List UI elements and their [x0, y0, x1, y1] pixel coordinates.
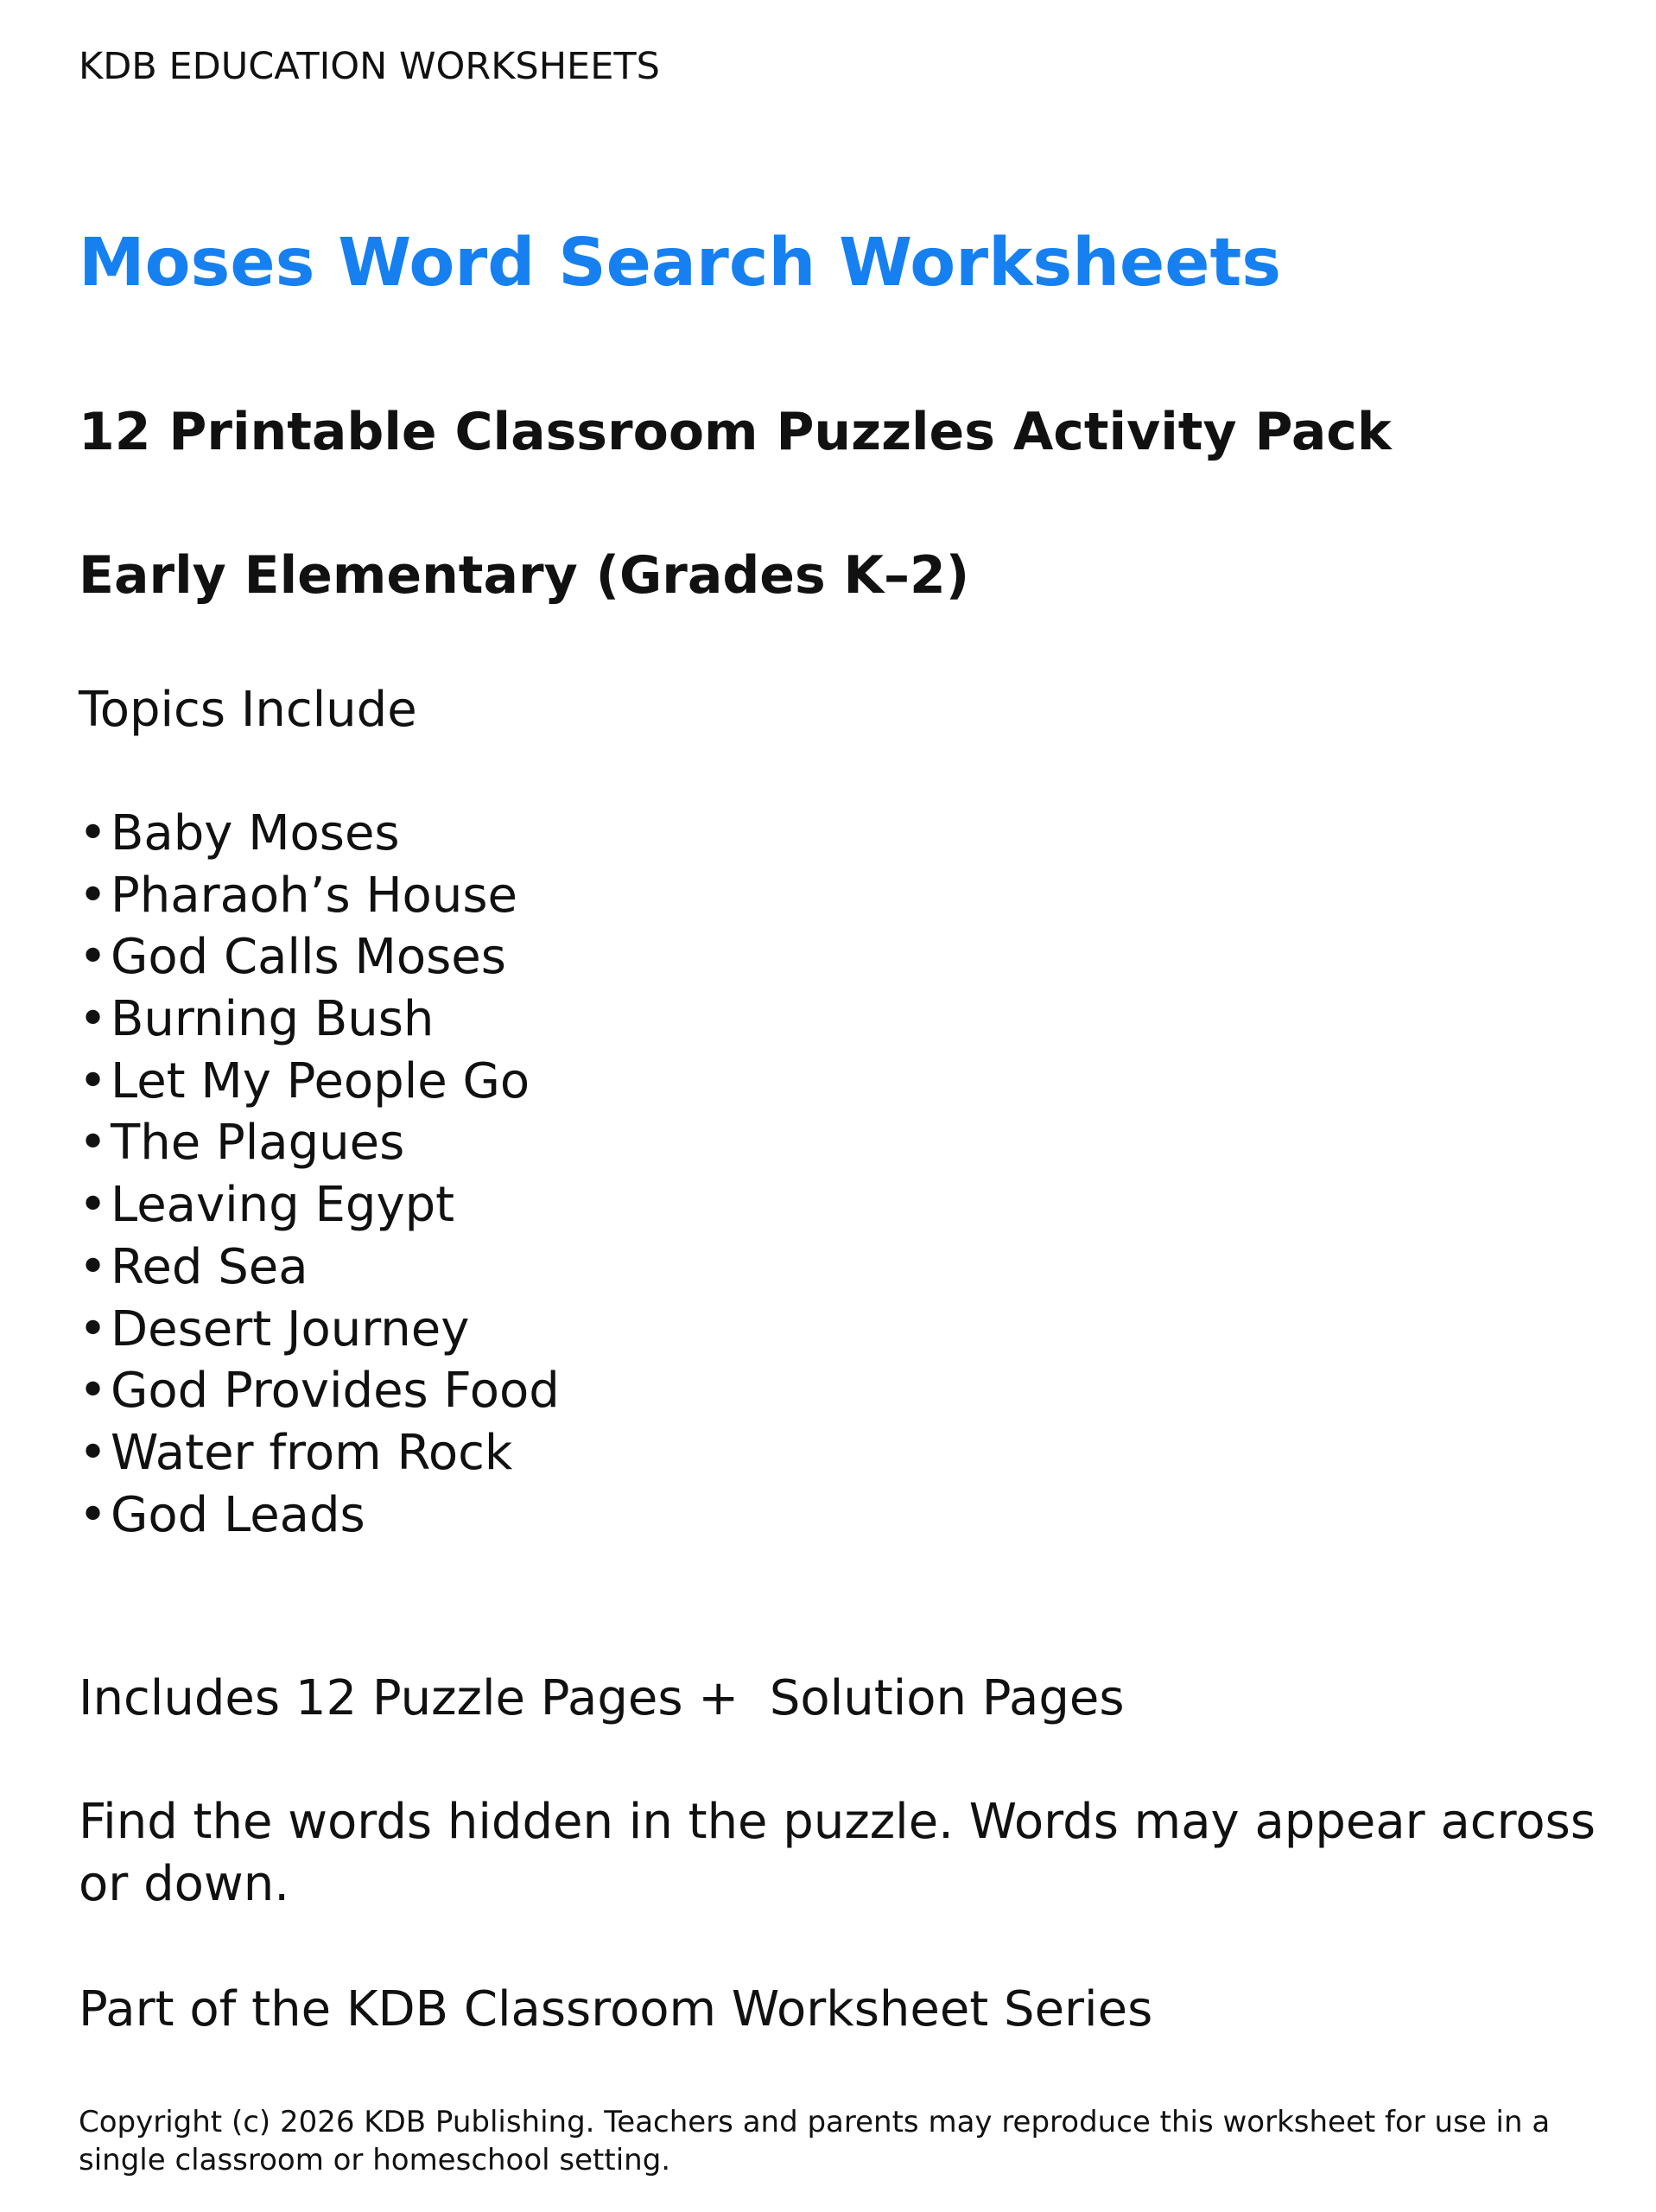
- bullet-icon: •: [79, 805, 108, 861]
- topic-item: [79, 1236, 560, 1299]
- topic-item: [79, 1299, 560, 1361]
- bullet-icon: •: [79, 1486, 108, 1543]
- bullet-icon: •: [79, 1177, 108, 1234]
- grade-level: Early Elementary (Grades K–2): [79, 545, 970, 606]
- page-title: Moses Word Search Worksheets: [79, 225, 1282, 302]
- topic-label: Leaving Egypt: [111, 1177, 455, 1234]
- topic-label: Water from Rock: [111, 1424, 513, 1481]
- publisher-header: KDB EDUCATION WORKSHEETS: [79, 45, 660, 88]
- bullet-icon: •: [79, 1115, 108, 1172]
- topic-label: Pharaoh’s House: [111, 867, 517, 924]
- topic-item: [79, 1051, 560, 1113]
- topic-label: Baby Moses: [111, 805, 400, 861]
- topic-label: Red Sea: [111, 1238, 308, 1295]
- topic-label: Burning Bush: [111, 991, 435, 1048]
- topic-label: God Calls Moses: [111, 929, 506, 986]
- topic-item: [79, 1112, 560, 1174]
- series-note: Part of the KDB Classroom Worksheet Series: [79, 1981, 1153, 2037]
- instructions-text: Find the words hidden in the puzzle. Words may appear across or down.: [79, 1794, 1596, 1912]
- topics-heading: Topics Include: [79, 682, 417, 738]
- topic-item: [79, 988, 560, 1051]
- topic-label: God Leads: [111, 1486, 365, 1543]
- includes-note: Includes 12 Puzzle Pages + Solution Pages: [79, 1670, 1125, 1726]
- bullet-icon: •: [79, 991, 108, 1048]
- bullet-icon: •: [79, 1238, 108, 1295]
- topic-item: [79, 865, 560, 927]
- bullet-icon: •: [79, 1363, 108, 1420]
- topic-label: Desert Journey: [111, 1300, 470, 1357]
- topic-item: [79, 1484, 560, 1547]
- topic-label: God Provides Food: [111, 1363, 560, 1420]
- topic-item: [79, 803, 560, 865]
- copyright-footer: Copyright (c) 2026 KDB Publishing. Teachers and parents may reproduce this worksheet for use in a single classroom or homeschool setting.: [79, 2105, 1551, 2177]
- topic-label: Let My People Go: [111, 1052, 530, 1109]
- topic-item: [79, 1174, 560, 1236]
- topic-item: [79, 1422, 560, 1484]
- topic-label: The Plagues: [111, 1115, 405, 1172]
- topics-list: [79, 803, 560, 1546]
- bullet-icon: •: [79, 1052, 108, 1109]
- topic-item: [79, 926, 560, 988]
- bullet-icon: •: [79, 1424, 108, 1481]
- pack-subtitle: 12 Printable Classroom Puzzles Activity Pack: [79, 402, 1392, 462]
- topic-item: [79, 1360, 560, 1422]
- bullet-icon: •: [79, 867, 108, 924]
- bullet-icon: •: [79, 929, 108, 986]
- bullet-icon: •: [79, 1300, 108, 1357]
